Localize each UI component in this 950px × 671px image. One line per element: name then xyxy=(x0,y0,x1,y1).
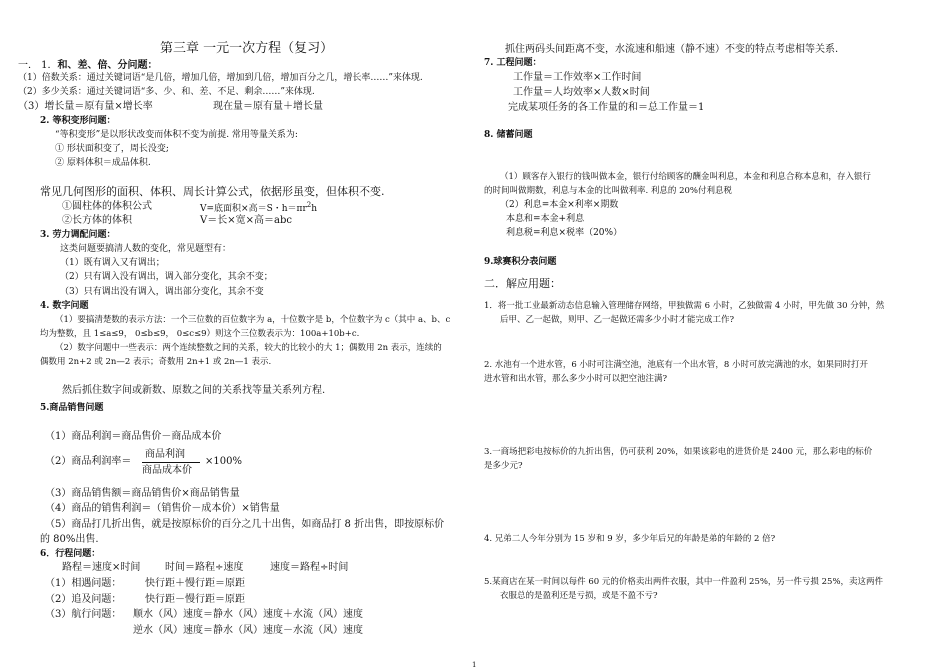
sec2-title: 2. 等积变形问题： xyxy=(40,116,116,126)
sec7-line2: 工作量＝人均效率×人数×时间 xyxy=(513,87,650,98)
sec3-line2: （1）既有调入又有调出； xyxy=(60,258,165,268)
sec4-line5: 然后抓住数字间或新数、原数之间的关系找等量关系列方程. xyxy=(62,385,326,396)
sec6-title: 6．行程问题： xyxy=(40,549,101,559)
question1-line1: 1．将一批工业最新动态信息输入管理储存网络，甲独做需 6 小时，乙独做需 4 小时，甲先做 30 分钟，然 xyxy=(484,301,885,311)
sec2-line6b: V＝长×宽×高＝abc xyxy=(200,215,292,226)
sec5-line1: （1）商品利润＝商品售价－商品成本价 xyxy=(45,431,222,442)
sec9-title: 9.球赛积分表问题 xyxy=(484,257,557,267)
sec5-line2a: （2）商品利润率＝ xyxy=(45,456,132,467)
sec1-number: 一． 1． xyxy=(18,60,58,71)
sec6-line5b: 逆水（风）速度＝静水（风）速度－水流（风）速度 xyxy=(133,625,363,636)
sec2-line5a: ①圆柱体的体积公式 xyxy=(62,201,152,212)
sec3-line4: （3）只有调出没有调入，调出部分变化，其余不变 xyxy=(60,287,264,297)
question5-line1: 5.某商店在某一时间以每件 60 元的价格卖出两件衣服，其中一件盈利 25%，另一件亏损 25%，卖这两件 xyxy=(484,577,884,587)
page-number: 1 xyxy=(472,661,477,669)
sec8-title: 8. 储蓄问题 xyxy=(484,130,533,140)
sec6-line1c: 速度＝路程÷时间 xyxy=(270,562,349,573)
sec3-line1: 这类问题要搞清人数的变化，常见题型有： xyxy=(60,244,232,254)
sec6-line4a: （3）航行问题： xyxy=(45,609,122,620)
question3-line1: 3.一商场把彩电按标价的九折出售，仍可获利 20%，如果该彩电的进货价是 2400 元，那么彩电的标价 xyxy=(484,447,873,457)
sec8-line2: 的时间叫做期数，利息与本金的比叫做利率. 利息的 20%付利息税 xyxy=(484,186,733,196)
sec4-title: 4. 数字问题 xyxy=(40,301,89,311)
sec8-line1: （1）顾客存入银行的钱叫做本金，银行付给顾客的酬金叫利息，本金和利息合称本息和，存入银行 xyxy=(500,172,871,182)
sec5-fraction-denominator: 商品成本价 xyxy=(142,465,192,476)
sec1-line2: （2）多少关系：通过关键词语“多、少、和、差、不足、剩余……”来体现. xyxy=(18,87,315,97)
sec3-title: 3. 劳力调配问题： xyxy=(40,230,116,240)
sec1-line3b: 现在量＝原有量＋增长量 xyxy=(213,101,323,112)
sec1-heading xyxy=(18,61,158,71)
sec5-line3: （3）商品销售额＝商品销售价×商品销售量 xyxy=(45,488,240,499)
sec1-line1: （1）倍数关系：通过关键词语“是几倍，增加几倍，增加到几倍，增加百分之几，增长率……”来体现. xyxy=(18,73,423,83)
sec6-line3b: 快行距－慢行距＝原距 xyxy=(145,594,245,605)
cylinder-exponent: 2 xyxy=(306,201,312,209)
sec8-line3: （2）利息=本金×利率×期数 xyxy=(500,200,619,210)
sec7-line1: 工作量＝工作效率×工作时间 xyxy=(513,72,642,83)
sec8-line4: 本息和=本金+利息 xyxy=(506,214,585,224)
sec2-line4: 常见几何图形的面积、体积、周长计算公式，依据形虽变，但体积不变. xyxy=(40,185,385,198)
sec2-line2: ① 形状面积变了，周长没变; xyxy=(55,144,169,154)
sec1-line3a: （3）增长量＝原有量×增长率 xyxy=(18,101,153,112)
sec7-line3: 完成某项任务的各工作量的和＝总工作量＝1 xyxy=(508,102,705,113)
sec4-line2: 均为整数，且 1≤a≤9， 0≤b≤9， 0≤c≤9）则这个三位数表示为：100a+10b+c. xyxy=(40,329,360,339)
sec2-line5b xyxy=(200,202,317,214)
sec1-title: 和、差、倍、分问题： xyxy=(57,60,158,71)
part2-title: 二．解应用题： xyxy=(484,277,561,290)
question2-line2: 进水管和出水管，那么多少小时可以把空池注满? xyxy=(484,374,668,384)
sec4-line3: （2）数字问题中一些表示：两个连续整数之间的关系，较大的比较小的大 1；偶数用 2n 表示，连续的 xyxy=(55,343,442,353)
sec2-line6a: ②长方体的体积 xyxy=(62,215,132,226)
sec6-line3a: （2）追及问题： xyxy=(45,594,122,605)
sec5-title: 5.商品销售问题 xyxy=(40,403,104,413)
sec5-line6: 的 80%出售. xyxy=(40,534,99,545)
sec6-line4b: 顺水（风）速度＝静水（风）速度＋水流（风）速度 xyxy=(133,609,363,620)
cylinder-h: h xyxy=(311,204,318,214)
sec6-line2b: 快行距＋慢行距＝原距 xyxy=(145,578,245,589)
question3-line2: 是多少元? xyxy=(484,461,523,471)
sec7-title: 7. 工程问题： xyxy=(484,58,542,68)
page-title: 第三章 一元一次方程（复习） xyxy=(160,41,334,56)
sec4-line4: 偶数用 2n+2 或 2n—2 表示；奇数用 2n+1 或 2n—1 表示. xyxy=(40,357,272,367)
question2-line1: 2. 水池有一个进水管，6 小时可注满空池，池底有一个出水管，8 小时可放完满池的水，如果同时打开 xyxy=(484,360,869,370)
question4-line1: 4. 兄弟二人今年分别为 15 岁和 9 岁，多少年后兄的年龄是弟的年龄的 2 倍? xyxy=(484,534,776,544)
sec5-fraction-bar xyxy=(142,462,200,463)
sec6-line2a: （1）相遇问题： xyxy=(45,578,122,589)
sec5-line2b: ×100% xyxy=(205,456,242,467)
right-line1: 抓住两码头间距离不变，水流速和船速（静不速）不变的特点考虑相等关系. xyxy=(505,44,839,55)
question1-line2: 后甲、乙一起做，则甲、乙一起做还需多少小时才能完成工作? xyxy=(500,315,735,325)
cylinder-formula: V=底面积×高＝S・h＝πr xyxy=(200,204,307,214)
sec8-line5: 利息税=利息×税率（20%） xyxy=(506,228,623,238)
sec2-line3: ② 原料体积＝成品体积. xyxy=(55,158,151,168)
sec6-line1b: 时间＝路程÷速度 xyxy=(165,562,244,573)
sec5-line4: （4）商品的销售利润＝（销售价－成本价）×销售量 xyxy=(45,503,280,514)
sec5-fraction-numerator: 商品利润 xyxy=(145,449,185,460)
sec5-line5: （5）商品打几折出售，就是按原标价的百分之几十出售，如商品打 8 折出售，即按原标价 xyxy=(45,519,445,530)
sec6-line1a: 路程＝速度×时间 xyxy=(62,562,141,573)
sec4-line1: （1）要搞清楚数的表示方法：一个三位数的百位数字为 a，十位数字是 b，个位数字为 c（其中 a、b、c xyxy=(55,315,451,325)
sec2-line1: “等积变形”是以形状改变而体积不变为前提. 常用等量关系为: xyxy=(55,130,298,140)
question5-line2: 衣服总的是盈利还是亏损，或是不盈不亏? xyxy=(500,591,658,601)
sec3-line3: （2）只有调入没有调出，调入部分变化，其余不变； xyxy=(60,272,273,282)
